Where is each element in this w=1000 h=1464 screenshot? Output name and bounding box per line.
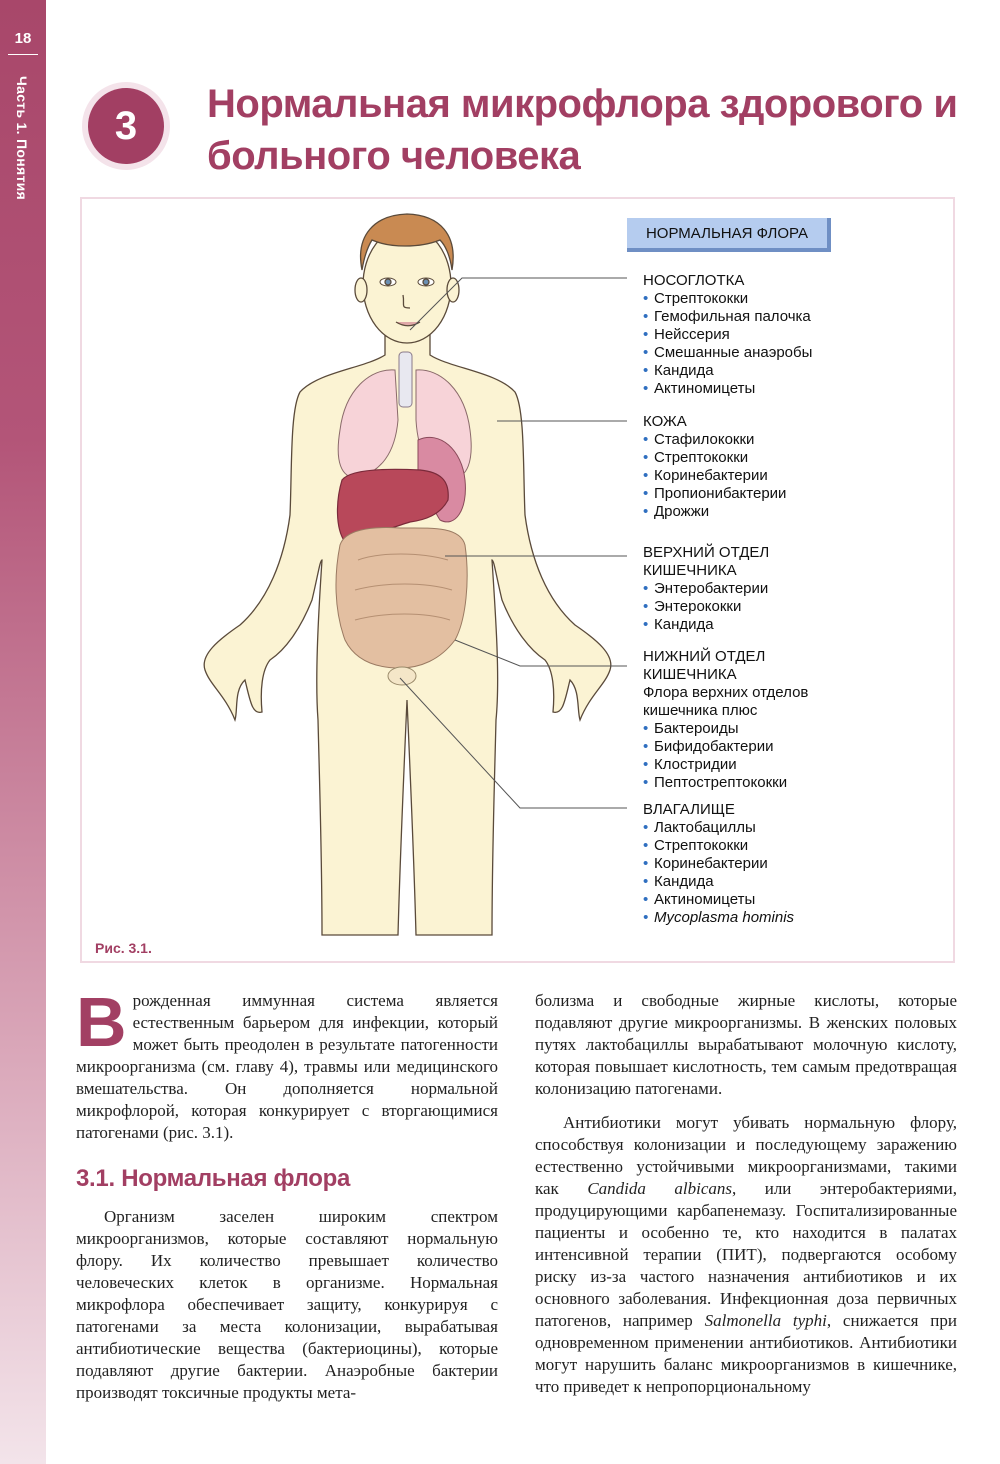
flora-item: • Смешанные анаэробы <box>643 344 812 362</box>
flora-item: • Актиномицеты <box>643 380 812 398</box>
flora-item: • Энтеробактерии <box>643 580 769 598</box>
flora-note: кишечника плюс <box>643 702 758 719</box>
flora-group-title: ВЛАГАЛИЩЕ <box>643 801 735 818</box>
bladder <box>388 667 416 685</box>
section-paragraph: Организм заселен широким спектром микроорганизмов, которые составляют нормальную флору. Их количество превышает количество человеческих клеток в организме. Нормальная микрофлора обеспечивает защиту, конкурируя с патогенами за места колонизации, вырабатывая антибиотические вещества (бактериоцины), которые подавляют другие бактерии. Анаэробные бактерии производят токсичные продукты мета- <box>76 1207 498 1402</box>
flora-group-title: КОЖА <box>643 413 687 430</box>
flora-item: • Коринебактерии <box>643 855 794 873</box>
flora-group-title: НОСОГЛОТКА <box>643 272 745 289</box>
flora-item: • Пропионибактерии <box>643 485 786 503</box>
flora-group-vagina <box>643 801 794 927</box>
section-heading: 3.1. Нормальная флора <box>76 1165 351 1192</box>
trachea <box>399 352 412 407</box>
text-run: , снижается при одновременном применении антибиотиков. Антибиотики могут нарушить баланс микроорганизмов в кишечнике, что приведет к непропорциональному <box>535 1311 957 1396</box>
flora-item: • Пептострептококки <box>643 774 808 792</box>
flora-group-title: НИЖНИЙ ОТДЕЛ <box>643 648 766 665</box>
flora-group-title: КИШЕЧНИКА <box>643 562 737 579</box>
flora-group-skin <box>643 413 786 521</box>
figure-caption: Рис. 3.1. <box>95 940 152 956</box>
intro-text: рожденная иммунная система является естественным барьером для инфекции, который может быть преодолен в результате патогенности микроорганизма (см. главу 4), травмы или медицинского вмешательства. Он дополняется нормальной микрофлорой, которая конкурирует с вторгающимися патогенами (рис. 3.1). <box>76 991 498 1142</box>
flora-item: • Дрожжи <box>643 503 786 521</box>
head <box>355 214 459 343</box>
flora-item: • Mycoplasma hominis <box>643 909 794 927</box>
flora-item: • Стрептококки <box>643 449 786 467</box>
part-label: Часть 1. Понятия <box>14 76 30 200</box>
chapter-title: Нормальная микрофлора здорового и больного человека <box>207 82 958 178</box>
flora-item: • Энтерококки <box>643 598 769 616</box>
flora-item: • Стрептококки <box>643 290 812 308</box>
flora-item: • Стафилококки <box>643 431 786 449</box>
flora-group-nasopharynx <box>643 272 812 398</box>
drop-cap: В <box>76 983 127 1061</box>
flora-item: • Нейссерия <box>643 326 812 344</box>
species-name: Candida albicans <box>587 1179 732 1198</box>
flora-item: • Бифидобактерии <box>643 738 808 756</box>
flora-item: • Клостридии <box>643 756 808 774</box>
flora-note: Флора верхних отделов <box>643 684 809 701</box>
flora-item: • Гемофильная палочка <box>643 308 812 326</box>
text-column-left <box>76 983 498 1404</box>
flora-item: • Кандида <box>643 362 812 380</box>
intestines <box>336 528 467 668</box>
page-number: 18 <box>14 30 32 47</box>
text-run: , или энтеробактериями, продуцирующими карбапенемазу. Госпитализированные пациенты и особенно те, кто находится в палатах интенсивной терапии (ПИТ), подвергаются особому риску из-за частого назначения антибиотиков и их основного заболевания. Инфекционная доза первичных патогенов, например <box>535 1179 958 1330</box>
flora-item: • Актиномицеты <box>643 891 794 909</box>
flora-item: • Кандида <box>643 873 794 891</box>
flora-group-title: КИШЕЧНИКА <box>643 666 737 683</box>
chapter-number: 3 <box>88 88 164 164</box>
text-column-right <box>535 990 957 1398</box>
paragraph-antibiotics <box>535 1112 957 1398</box>
flora-item: • Бактероиды <box>643 720 808 738</box>
flora-item: • Стрептококки <box>643 837 794 855</box>
flora-group-lower-intestine <box>643 648 808 792</box>
flora-group-title: ВЕРХНИЙ ОТДЕЛ <box>643 544 770 561</box>
intro-paragraph <box>76 983 498 1144</box>
flora-item: • Коринебактерии <box>643 467 786 485</box>
text-run: Антибиотики могут убивать нормальную флору, способствуя колонизации и последующему заражению естественно устойчивыми микроорганизмами, такими как <box>535 1113 957 1198</box>
flora-item: • Лактобациллы <box>643 819 794 837</box>
normal-flora-header: НОРМАЛЬНАЯ ФЛОРА <box>627 218 831 252</box>
species-name: Salmonella typhi <box>704 1311 827 1330</box>
paragraph-continued: болизма и свободные жирные кислоты, которые подавляют другие микроорганизмы. В женских половых путях лактобациллы вырабатывают молочную кислоту, которая повышает кислотность, тем самым предотвращая колонизацию патогенами. <box>535 991 957 1098</box>
flora-item: • Кандида <box>643 616 769 634</box>
flora-group-upper-intestine <box>643 544 769 634</box>
